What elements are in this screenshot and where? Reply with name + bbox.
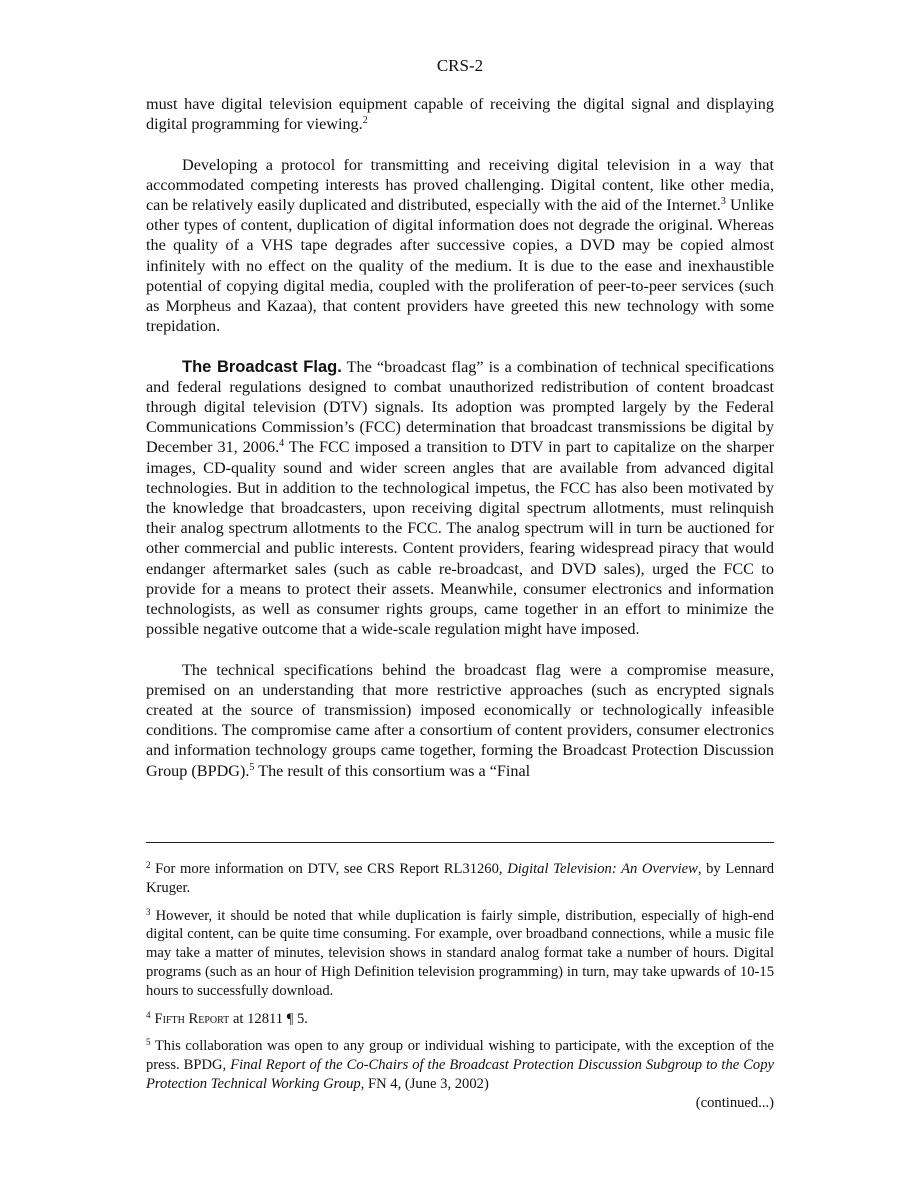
footnote-ref-5: 5 xyxy=(249,761,255,773)
footnote-2-text-a: For more information on DTV, see CRS Report RL31260, xyxy=(150,861,508,877)
footnote-2-number: 2 xyxy=(146,860,151,870)
footnote-4 xyxy=(146,1010,774,1029)
footnote-ref-4: 4 xyxy=(279,438,285,450)
footnote-ref-3: 3 xyxy=(720,196,726,207)
footnote-4-citation: Fifth Report xyxy=(154,1010,230,1027)
paragraph-1-text: must have digital television equipment capable of receiving the digital signal and displaying digital programming for viewing. xyxy=(146,95,774,134)
paragraph-2 xyxy=(146,155,774,337)
footnote-3-text: However, it should be noted that while duplication is fairly simple, distribution, especially of high-end digital content, can be quite time consuming. For example, over broadband connections, while a music file may take a matter of minutes, television shows in standard analog format take a number of hours. Digital programs (such as an hour of High Definition television programming) in turn, may take upwards of 10-15 hours to successfully download. xyxy=(146,907,774,999)
paragraph-2-text-a: Developing a protocol for transmitting and receiving digital television in a way that accommodated competing interests has proved challenging. Digital content, like other media, can be relatively easily duplicated and distributed, especially with the aid of the Internet. xyxy=(146,155,774,214)
footnote-continued: (continued...) xyxy=(695,1094,774,1111)
footnote-ref-2: 2 xyxy=(362,115,368,127)
paragraph-4-text-a: The technical specifications behind the broadcast flag were a compromise measure, premised on an understanding that more restrictive approaches (such as encrypted signals created at the source of transmission) imposed economically or technologically infeasible conditions. The compromise came after a consortium of content providers, consumer electronics and information technology groups came together, forming the Broadcast Protection Discussion Group (BPDG). xyxy=(146,660,774,780)
footnote-2-report-title: Digital Television: An Overview xyxy=(507,861,698,877)
footnote-4-text: at 12811 ¶ 5. xyxy=(229,1010,308,1027)
footnote-4-number: 4 xyxy=(146,1009,151,1020)
paragraph-4 xyxy=(146,660,774,781)
footnote-5-number: 5 xyxy=(146,1037,151,1048)
footnote-5-text-a: This collaboration was open to any group or individual wishing to participate, with the exception of the press. BPDG, xyxy=(146,1038,774,1074)
page-number-header: CRS-2 xyxy=(436,56,484,75)
footnotes-section xyxy=(146,860,774,1122)
footnote-5-report-title: Final Report of the Co-Chairs of the Broadcast Protection Discussion Subgroup to the Copy Protection Technical Working Group xyxy=(146,1057,775,1092)
paragraph-4-text-b: The result of this consortium was a “Final xyxy=(254,761,531,780)
paragraph-1 xyxy=(146,94,774,134)
paragraph-3-text-a: The “broadcast flag” is a combination of technical specifications and federal regulations designed to combat unauthorized redistribution of content broadcast through digital television (DTV) signals. Its adoption was prompted largely by the Federal Communications Commission’s (FCC) determination that broadcast transmissions be digital by December 31, 2006. xyxy=(146,357,775,457)
section-heading-broadcast-flag: The Broadcast Flag. xyxy=(182,357,342,376)
paragraph-2-text-b: Unlike other types of content, duplication of digital information does not degrade the original. Whereas the quality of a VHS tape degrades after successive copies, a DVD may be copied almost infinitely with no effect on the quality of the medium. It is due to the ease and inexhaustible potential of copying digital media, coupled with the proliferation of peer-to-peer services (such as Morpheus and Kazaa), that content providers have greeted this new technology with some trepidation. xyxy=(146,196,774,336)
footnote-5-text-b: , FN 4, (June 3, 2002) xyxy=(360,1075,489,1092)
paragraph-3 xyxy=(146,357,774,640)
body-text xyxy=(146,94,774,801)
footnote-divider xyxy=(146,842,774,843)
footnote-5 xyxy=(146,1037,774,1093)
footnote-2 xyxy=(146,860,774,898)
footnote-2-text-b: , by Lennard Kruger. xyxy=(146,861,774,896)
footnote-3-number: 3 xyxy=(146,906,151,917)
paragraph-3-text-b: The FCC imposed a transition to DTV in part to capitalize on the sharper images, CD-quality sound and wider screen angles that are available from advanced digital technologies. But in addition to the technological impetus, the FCC has also been motivated by the knowledge that broadcasters, upon receiving digital spectrum allotments, must relinquish their analog spectrum allotments to the FCC. The analog spectrum will in turn be auctioned for other commercial and public interests. Content providers, fearing widespread piracy that would endanger aftermarket sales (such as cable re-broadcast, and DVD sales), urged the FCC to provide for a means to protect their assets. Meanwhile, consumer electronics and information technologists, as well as consumer rights groups, came together in an effort to minimize the possible negative outcome that a wide-scale regulation might have imposed. xyxy=(146,438,774,639)
footnote-3 xyxy=(146,907,774,1001)
